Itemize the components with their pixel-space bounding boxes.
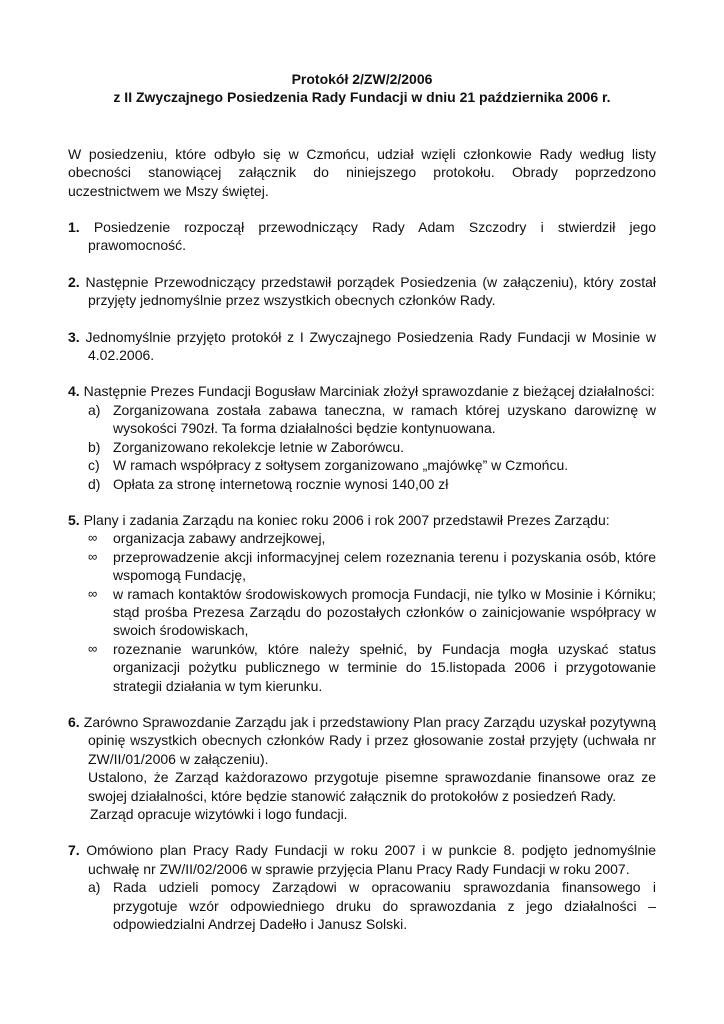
item-6-note-2: Zarząd opracuje wizytówki i logo fundacji. [90, 806, 348, 822]
item-number: 7. [68, 842, 80, 859]
bullet-item [68, 529, 656, 547]
item-text: Zarówno Sprawozdanie Zarządu jak i przedstawiony Plan pracy Zarządu uzyskał pozytywną opinię wszystkich obecnych członków Rady i przez głosowanie został przyjęty (uchwała nr ZW/II/01/2006 w załączeniu). [83, 713, 656, 767]
item-number: 6. [68, 713, 80, 730]
item-number: 4. [68, 383, 80, 400]
item-text: Omówiono plan Pracy Rady Fundacji w roku 2007 i w punkcie 8. podjęto jednomyślnie uchwałę nr ZW/II/02/2006 w sprawie przyjęcia Planu Pracy Rady Fundacji w roku 2007. [86, 842, 656, 877]
bullet-item [68, 640, 656, 695]
bullet-item [68, 548, 656, 585]
infinity-bullet-icon: ∞ [88, 585, 98, 601]
item-4-sublist [68, 401, 656, 493]
item-1 [68, 218, 656, 255]
item-text: Następnie Przewodniczący przedstawił porządek Posiedzenia (w załączeniu), który został przyjęty jednomyślnie przez wszystkich obecnych członków Rady. [85, 273, 657, 309]
bullet-text: w ramach kontaktów środowiskowych promocja Fundacji, nie tylko w Mosinie i Kórniku; stąd prośba Prezesa Zarządu do pozostałych członków o zainicjowanie współpracy w swoich środowiskach, [113, 585, 656, 639]
item-3 [68, 328, 656, 365]
bullet-text: rozeznanie warunków, które należy spełnić, by Fundacja mogła uzyskać status organizacji pożytku publicznego w terminie do 15.listopada 2006 i przygotowanie strategii działania w tym kierunku. [113, 640, 656, 694]
item-text: Posiedzenie rozpoczął przewodniczący Rady Adam Szczodry i stwierdził jego prawomocność. [88, 219, 657, 254]
item-7 [68, 841, 656, 933]
item-7-sublist [68, 878, 656, 933]
item-text: Plany i zadania Zarządu na koniec roku 2006 i rok 2007 przedstawił Prezes Zarządu: [83, 511, 610, 528]
item-4 [68, 382, 656, 492]
list-item [68, 475, 656, 493]
infinity-bullet-icon: ∞ [88, 548, 98, 564]
item-number: 1. [68, 219, 80, 236]
list-item-text: Zorganizowana została zabawa taneczna, w ramach której uzyskano darowiznę w wysokości 790zł. Ta forma działalności będzie kontynuowana. [113, 401, 656, 437]
list-item [68, 401, 656, 438]
document-title-line1: Protokół 2/ZW/2/2006 [291, 71, 433, 87]
list-item-text: W ramach współpracy z sołtysem zorganizowano „majówkę” w Czmońcu. [113, 457, 569, 474]
document-page [68, 70, 656, 933]
item-5-bullets [68, 529, 656, 695]
infinity-bullet-icon: ∞ [88, 640, 98, 656]
list-marker: b) [88, 438, 101, 455]
list-marker: a) [88, 879, 101, 896]
list-marker: c) [88, 457, 100, 474]
bullet-text: przeprowadzenie akcji informacyjnej celem rozeznania terenu i pozyskania osób, które wspomogą Fundację, [113, 548, 656, 584]
item-2 [68, 273, 656, 310]
list-marker: d) [88, 475, 101, 492]
list-item-text: Rada udzieli pomocy Zarządowi w opracowaniu sprawozdania finansowego i przygotuje wzór odpowiedniego druku do sprawozdania z jego działalności – odpowiedzialni Andrzej Dadełło i Janusz Solski. [113, 879, 656, 933]
bullet-item [68, 585, 656, 640]
list-item [68, 456, 656, 474]
item-6 [68, 713, 656, 823]
infinity-bullet-icon: ∞ [88, 530, 98, 546]
list-item-text: Opłata za stronę internetową rocznie wynosi 140,00 zł [113, 475, 449, 492]
item-number: 3. [68, 328, 80, 345]
bullet-text: organizacja zabawy andrzejkowej, [113, 530, 326, 547]
list-item-text: Zorganizowano rekolekcje letnie w Zaborówcu. [113, 438, 405, 455]
item-text: Następnie Prezes Fundacji Bogusław Marciniak złożył sprawozdanie z bieżącej działalności: [83, 383, 655, 400]
item-number: 2. [68, 273, 80, 290]
list-item [68, 878, 656, 933]
item-text: Jednomyślnie przyjęto protokół z I Zwyczajnego Posiedzenia Rady Fundacji w Mosinie w 4.02.2006. [85, 328, 656, 364]
item-5 [68, 511, 656, 695]
item-number: 5. [68, 511, 80, 528]
intro-paragraph: W posiedzeniu, które odbyło się w Czmońcu, udział wzięli członkowie Rady według listy obecności stanowiącej załącznik do niniejszego protokołu. Obrady poprzedzono uczestnictwem we Mszy świętej. [68, 145, 656, 199]
list-marker: a) [88, 401, 101, 418]
list-item [68, 438, 656, 456]
document-title-line2: z II Zwyczajnego Posiedzenia Rady Fundacji w dniu 21 października 2006 r. [113, 89, 611, 106]
item-6-note: Ustalono, że Zarząd każdorazowo przygotuje pisemne sprawozdanie finansowe oraz ze swojej działalności, które będzie stanowić załącznik do protokołów z posiedzeń Rady. [88, 769, 656, 804]
